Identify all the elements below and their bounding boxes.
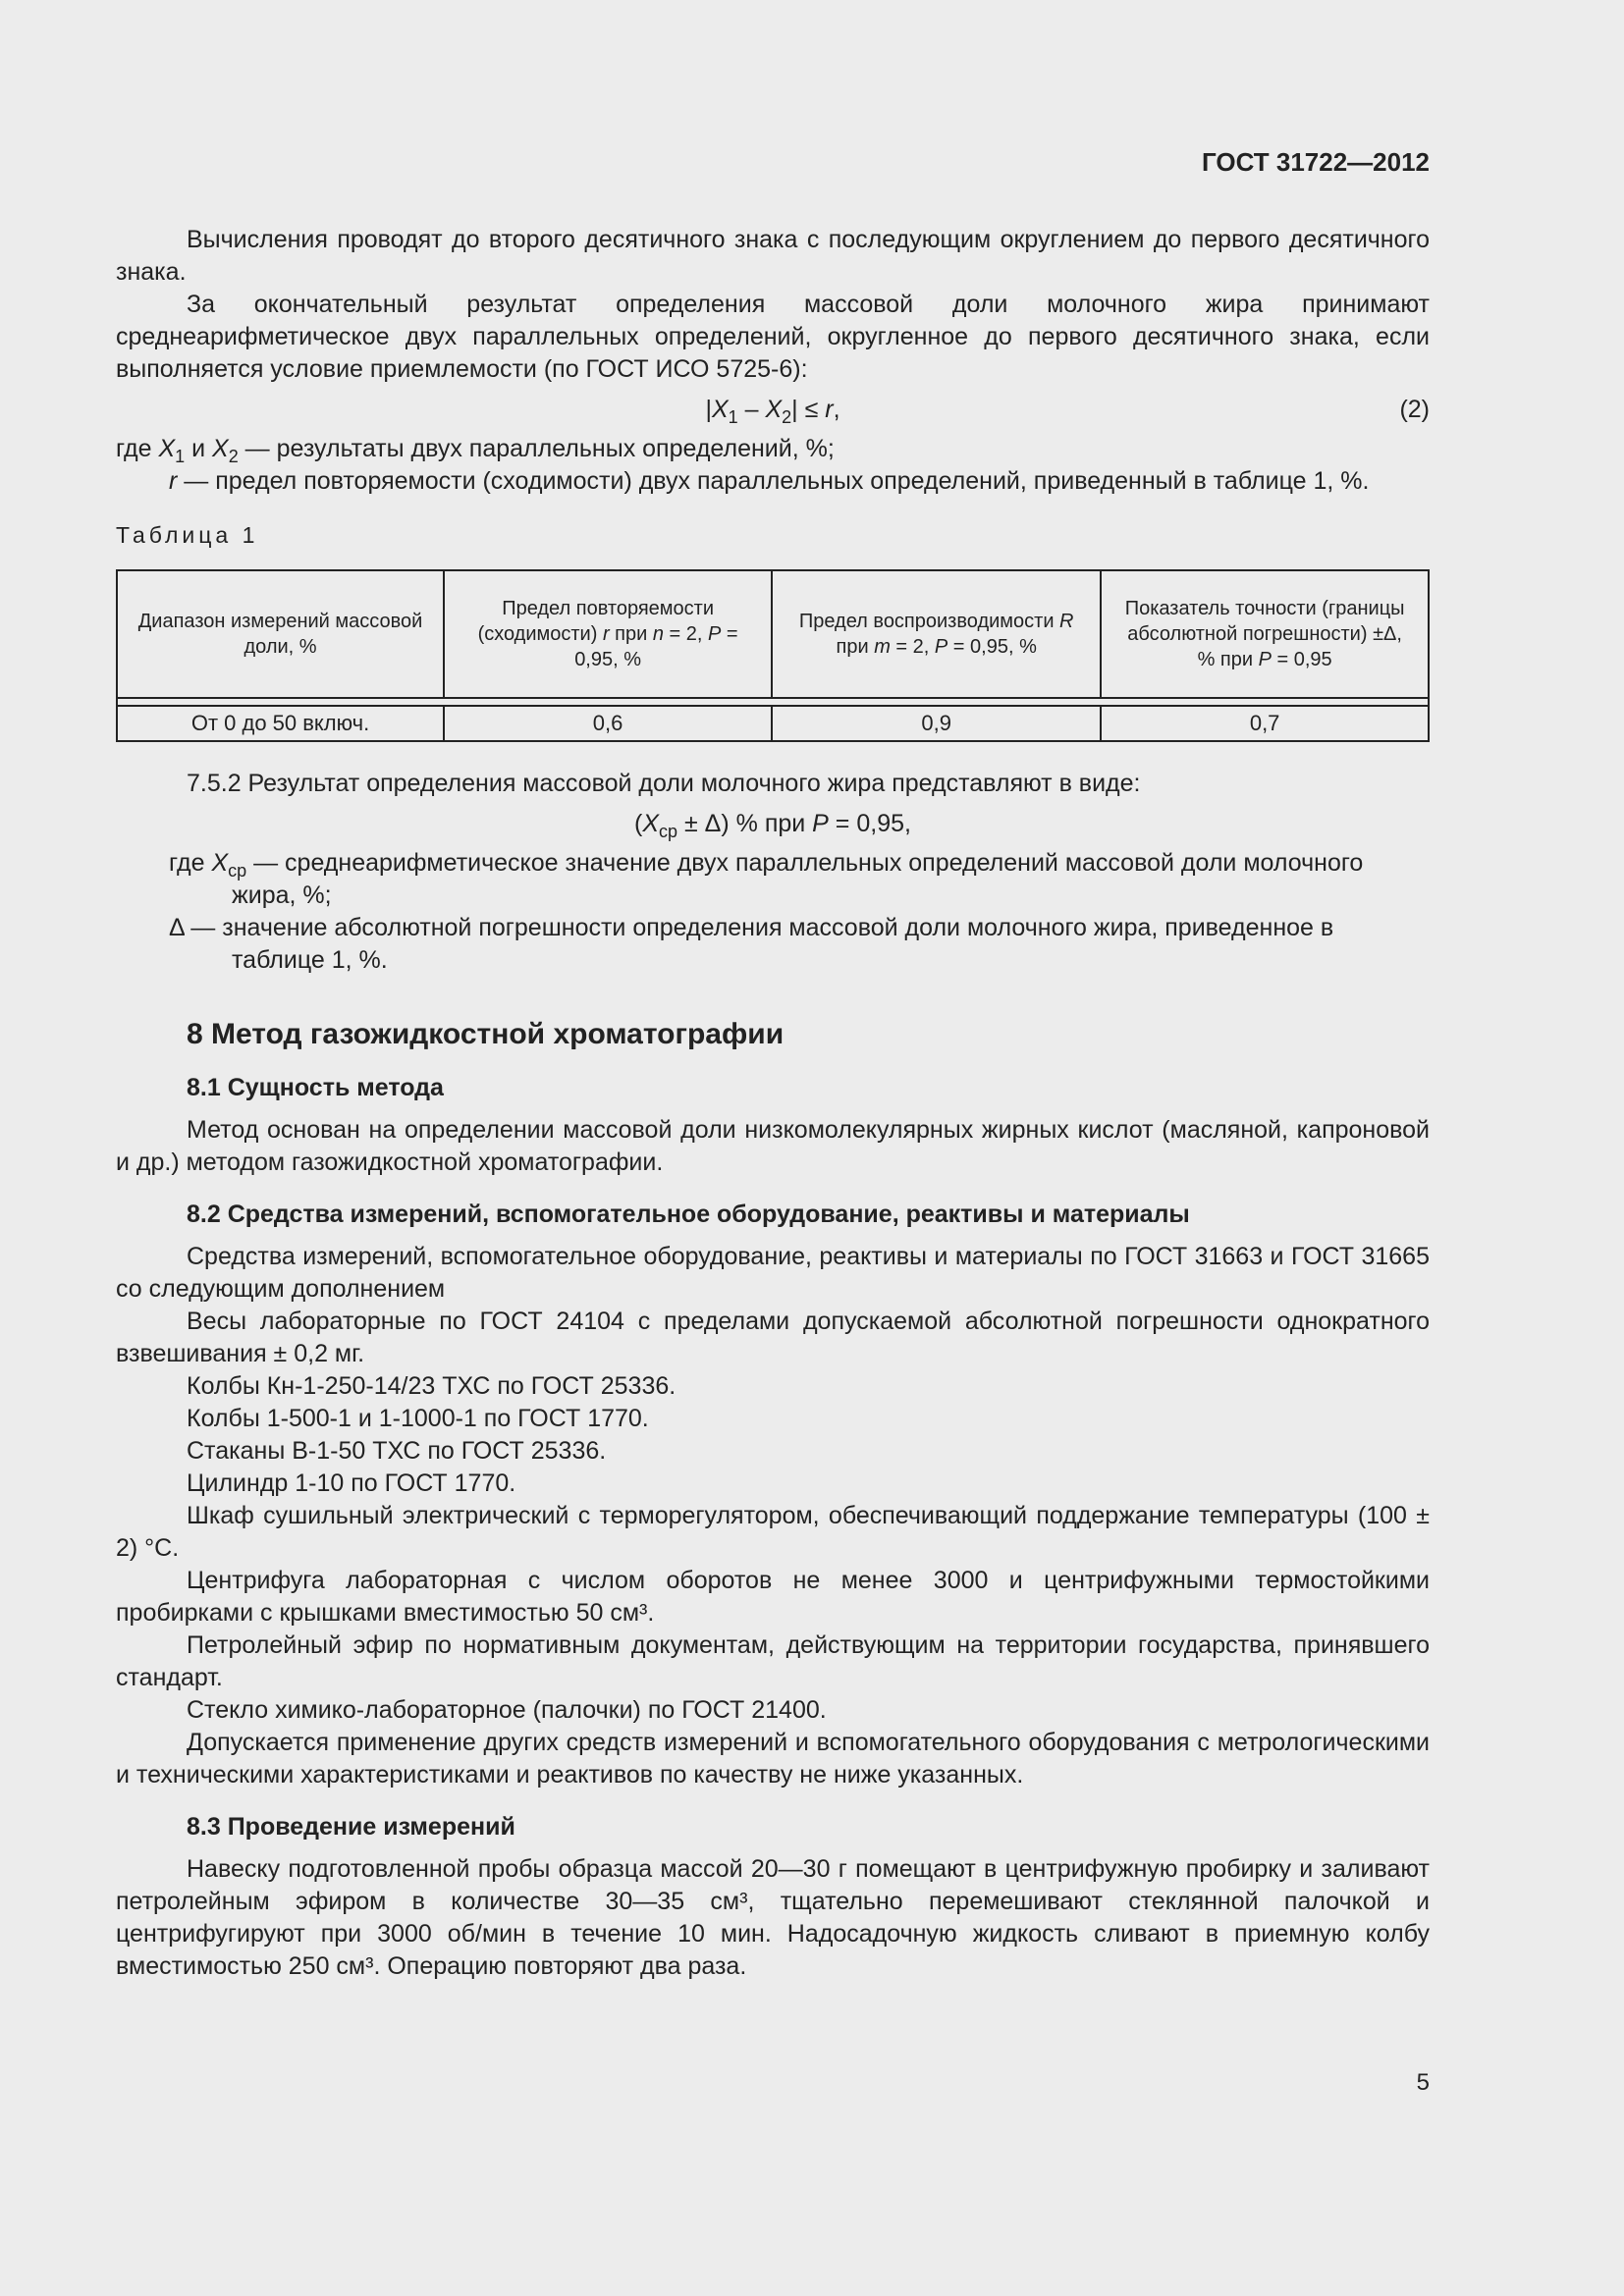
section-8-title: 8 Метод газожидкостной хроматографии (187, 1018, 785, 1050)
table-header-repeatability: Предел повторяемости (сходимости) r при n = 2, P = 0,95, % (444, 570, 772, 698)
where-r (116, 465, 1430, 498)
formula-2-number: (2) (1399, 396, 1430, 423)
paragraph-7-5-2: 7.5.2 Результат определения массовой доли молочного жира представляют в виде: (187, 770, 1141, 797)
section-8-1-text: Метод основан на определении массовой доли низкомолекулярных жирных кислот (масляной, капроновой и др.) методом газожидкостной хроматографии. (116, 1116, 1430, 1176)
where-xcp (116, 847, 1430, 912)
formula-2 (116, 392, 1430, 427)
list-item: Колбы Кн-1-250-14/23 ТХС по ГОСТ 25336. (187, 1372, 677, 1400)
section-8-3-title: 8.3 Проведение измерений (187, 1813, 515, 1841)
where-x1-x2-text: — результаты двух параллельных определений, %; (244, 435, 835, 462)
list-item: Стаканы В-1-50 ТХС по ГОСТ 25336. (187, 1437, 607, 1465)
formula-result-expression: $(X_{ср} \pm \Delta)$ % при P = 0,95, (634, 810, 911, 841)
table-row (117, 706, 1429, 741)
where-r-text: — предел повторяемости (сходимости) двух параллельных определений, приведенный в таблице 1, %. (184, 467, 1370, 495)
formula-2-expression: $|X_1 - X_2| \le r$, (705, 396, 840, 427)
table-header-accuracy: Показатель точности (границы абсолютной погрешности) ±Δ, % при P = 0,95 (1101, 570, 1429, 698)
list-item: Цилиндр 1-10 по ГОСТ 1770. (187, 1469, 516, 1497)
paragraph-rounding: Вычисления проводят до второго десятичного знака с последующим округлением до первого десятичного знака. (116, 226, 1430, 286)
table-cell-range: От 0 до 50 включ. (117, 706, 444, 741)
table-1 (116, 569, 1430, 742)
where-x1-x2-lead: где $X_1$ и $X_2$ (116, 435, 239, 466)
formula-result (116, 806, 1430, 841)
table-header-row (117, 570, 1429, 698)
table-cell-reproducibility: 0,9 (772, 706, 1101, 741)
list-item: Стекло химико-лабораторное (палочки) по ГОСТ 21400. (187, 1696, 827, 1724)
where-r-lead: r (169, 467, 178, 495)
paragraph-final-result: За окончательный результат определения массовой доли молочного жира принимают среднеарифметическое двух параллельных определений, округленное до первого десятичного знака, если выполняется условие приемлемости (по ГОСТ ИСО 5725-6): (116, 291, 1430, 383)
table-header-reproducibility: Предел воспроизводимости R при m = 2, P = 0,95, % (772, 570, 1101, 698)
where-delta (116, 912, 1430, 977)
list-item: Центрифуга лабораторная с числом оборотов не менее 3000 и центрифужными термостойкими пробирками с крышками вместимостью 50 см³. (116, 1567, 1430, 1627)
where-x1-x2 (116, 433, 1430, 465)
list-item: Колбы 1-500-1 и 1-1000-1 по ГОСТ 1770. (187, 1405, 649, 1432)
list-item: Средства измерений, вспомогательное оборудование, реактивы и материалы по ГОСТ 31663 и ГОСТ 31665 со следующим дополнением (116, 1243, 1430, 1303)
list-item: Шкаф сушильный электрический с терморегулятором, обеспечивающий поддержание температуры (100 ± 2) °С. (116, 1502, 1430, 1562)
table-header-range: Диапазон измерений массовой доли, % (117, 570, 444, 698)
table-caption: Таблица 1 (116, 522, 259, 548)
table-header-separator (117, 698, 1429, 706)
page-number: 5 (1416, 2069, 1430, 2096)
where-xcp-text: — среднеарифметическое значение двух параллельных определений массовой доли молочного жира, %; (232, 849, 1364, 909)
document-header: ГОСТ 31722—2012 (1202, 147, 1430, 177)
list-item: Весы лабораторные по ГОСТ 24104 с пределами допускаемой абсолютной погрешности однократного взвешивания ± 0,2 мг. (116, 1308, 1430, 1367)
list-item: Петролейный эфир по нормативным документам, действующим на территории государства, принявшего стандарт. (116, 1631, 1430, 1691)
table-cell-repeatability: 0,6 (444, 706, 772, 741)
where-delta-lead: Δ (169, 914, 185, 941)
list-item: Допускается применение других средств измерений и вспомогательного оборудования с метрологическими и техническими характеристиками и реактивов по качеству не ниже указанных. (116, 1729, 1430, 1789)
page-content (116, 224, 1430, 1983)
where-delta-text: — значение абсолютной погрешности определения массовой доли молочного жира, приведенное в таблице 1, %. (190, 914, 1334, 974)
section-8-2-title: 8.2 Средства измерений, вспомогательное оборудование, реактивы и материалы (187, 1201, 1190, 1228)
where-xcp-lead: где $X_{ср}$ (169, 849, 247, 881)
section-8-1-title: 8.1 Сущность метода (187, 1074, 444, 1101)
section-8-3-text: Навеску подготовленной пробы образца массой 20—30 г помещают в центрифужную пробирку и заливают петролейным эфиром в количестве 30—35 см³, тщательно перемешивают стеклянной палочкой и центрифугируют при 3000 об/мин в течение 10 мин. Надосадочную жидкость сливают в приемную колбу вместимостью 250 см³. Операцию повторяют два раза. (116, 1855, 1430, 1980)
table-cell-accuracy: 0,7 (1101, 706, 1429, 741)
